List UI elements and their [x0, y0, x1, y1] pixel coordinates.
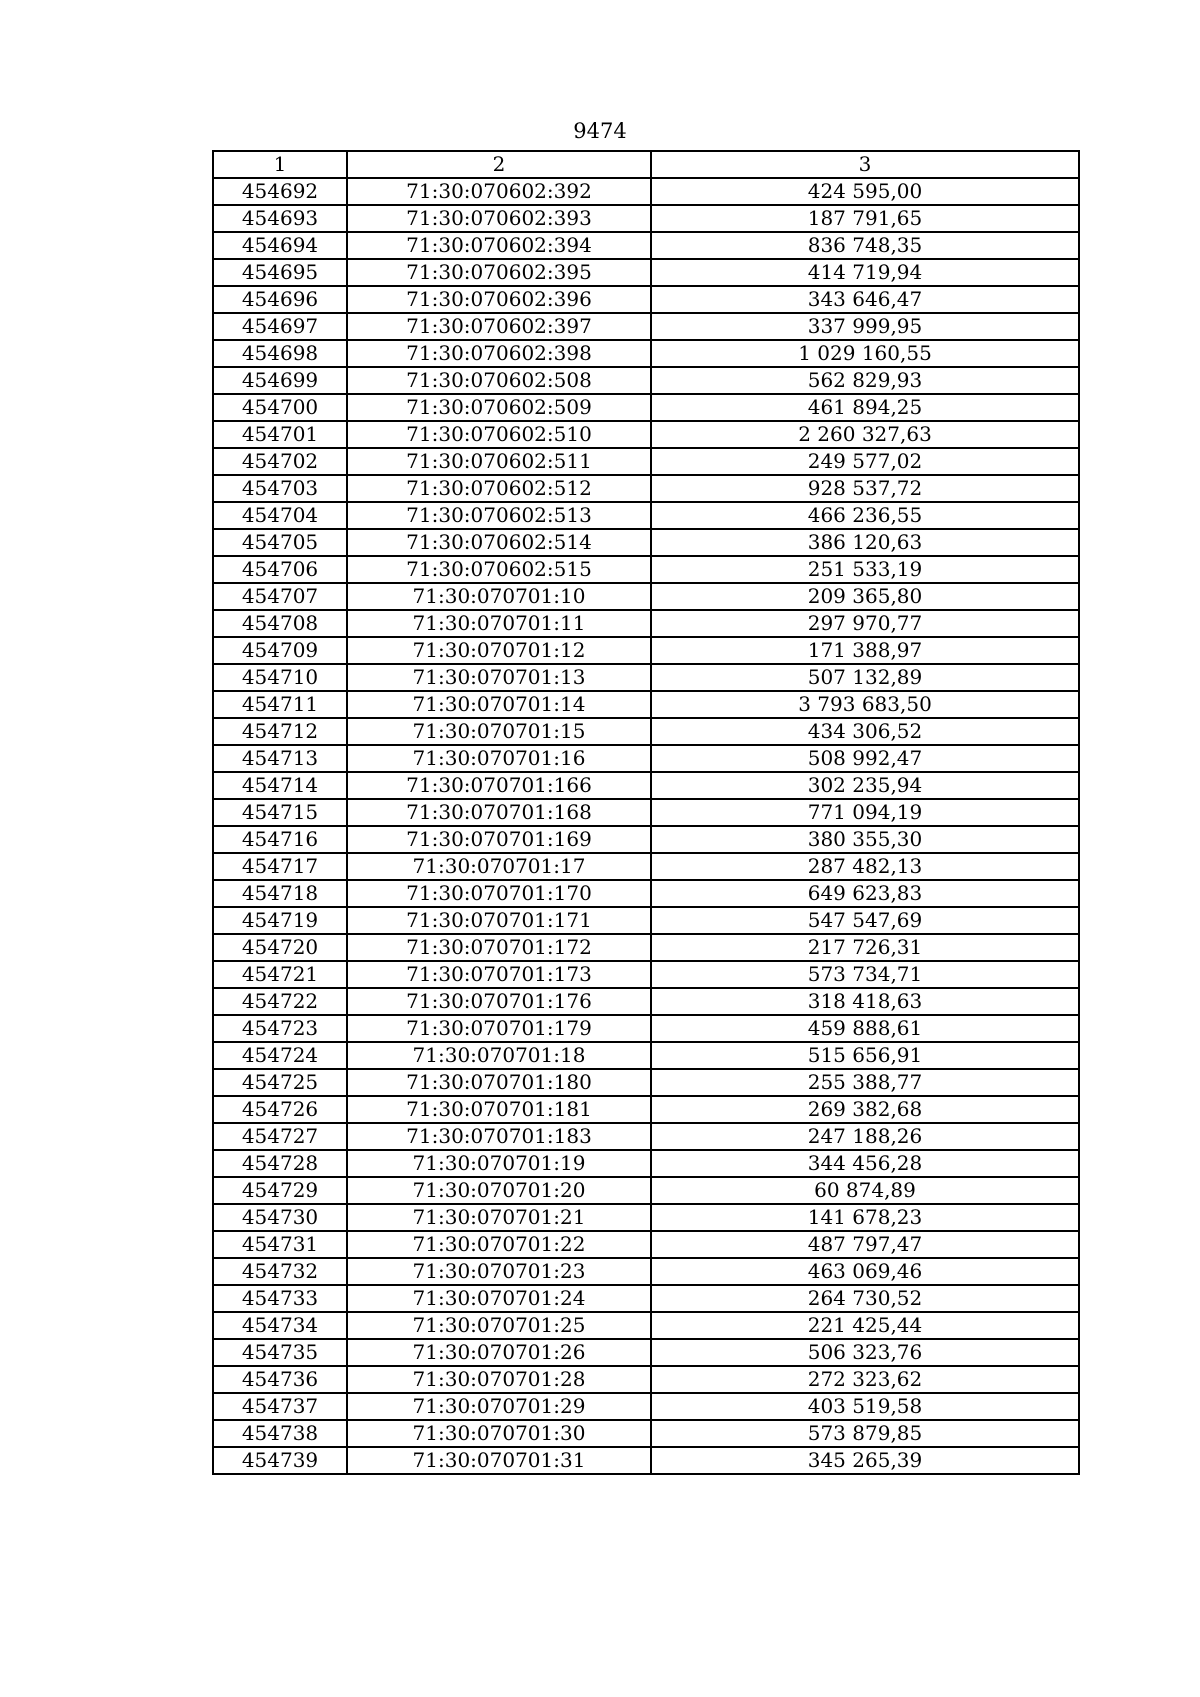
value-cell: 461 894,25: [651, 394, 1079, 421]
row-number-cell: 454698: [213, 340, 347, 367]
cadastral-number-cell: 71:30:070701:180: [347, 1069, 651, 1096]
value-cell: 380 355,30: [651, 826, 1079, 853]
row-number-cell: 454739: [213, 1447, 347, 1474]
value-cell: 251 533,19: [651, 556, 1079, 583]
row-number-cell: 454707: [213, 583, 347, 610]
table-row: [213, 1339, 1079, 1366]
table-row: [213, 907, 1079, 934]
value-cell: 3 793 683,50: [651, 691, 1079, 718]
cadastral-number-cell: 71:30:070701:29: [347, 1393, 651, 1420]
value-cell: 562 829,93: [651, 367, 1079, 394]
row-number-cell: 454732: [213, 1258, 347, 1285]
table-row: [213, 448, 1079, 475]
row-number-cell: 454692: [213, 178, 347, 205]
value-cell: 459 888,61: [651, 1015, 1079, 1042]
row-number-cell: 454718: [213, 880, 347, 907]
table-row: [213, 1123, 1079, 1150]
cadastral-number-cell: 71:30:070701:14: [347, 691, 651, 718]
table-row: [213, 988, 1079, 1015]
value-cell: 515 656,91: [651, 1042, 1079, 1069]
table-row: [213, 1447, 1079, 1474]
table-row: [213, 1069, 1079, 1096]
cadastral-number-cell: 71:30:070602:508: [347, 367, 651, 394]
value-cell: 573 734,71: [651, 961, 1079, 988]
table-body: [213, 178, 1079, 1474]
row-number-cell: 454737: [213, 1393, 347, 1420]
table-row: [213, 421, 1079, 448]
table-row: [213, 1258, 1079, 1285]
value-cell: 272 323,62: [651, 1366, 1079, 1393]
row-number-cell: 454719: [213, 907, 347, 934]
table-row: [213, 1015, 1079, 1042]
row-number-cell: 454695: [213, 259, 347, 286]
table-row: [213, 961, 1079, 988]
table-row: [213, 1150, 1079, 1177]
value-cell: 60 874,89: [651, 1177, 1079, 1204]
registry-table: [212, 150, 1080, 1475]
row-number-cell: 454706: [213, 556, 347, 583]
row-number-cell: 454714: [213, 772, 347, 799]
table-row: [213, 610, 1079, 637]
cadastral-number-cell: 71:30:070701:172: [347, 934, 651, 961]
value-cell: 573 879,85: [651, 1420, 1079, 1447]
cadastral-number-cell: 71:30:070701:170: [347, 880, 651, 907]
cadastral-number-cell: 71:30:070701:28: [347, 1366, 651, 1393]
table-row: [213, 340, 1079, 367]
row-number-cell: 454716: [213, 826, 347, 853]
cadastral-number-cell: 71:30:070602:396: [347, 286, 651, 313]
header-cell-1: 1: [213, 151, 347, 178]
row-number-cell: 454704: [213, 502, 347, 529]
cadastral-number-cell: 71:30:070602:515: [347, 556, 651, 583]
value-cell: 141 678,23: [651, 1204, 1079, 1231]
header-cell-2: 2: [347, 151, 651, 178]
cadastral-number-cell: 71:30:070701:171: [347, 907, 651, 934]
cadastral-number-cell: 71:30:070602:511: [347, 448, 651, 475]
table-row: [213, 1312, 1079, 1339]
value-cell: 344 456,28: [651, 1150, 1079, 1177]
page-number: 9474: [573, 119, 627, 143]
row-number-cell: 454700: [213, 394, 347, 421]
value-cell: 836 748,35: [651, 232, 1079, 259]
header-cell-3: 3: [651, 151, 1079, 178]
row-number-cell: 454696: [213, 286, 347, 313]
row-number-cell: 454721: [213, 961, 347, 988]
row-number-cell: 454730: [213, 1204, 347, 1231]
row-number-cell: 454724: [213, 1042, 347, 1069]
row-number-cell: 454722: [213, 988, 347, 1015]
cadastral-number-cell: 71:30:070701:20: [347, 1177, 651, 1204]
cadastral-number-cell: 71:30:070602:513: [347, 502, 651, 529]
table-row: [213, 1204, 1079, 1231]
table-row: [213, 1366, 1079, 1393]
value-cell: 771 094,19: [651, 799, 1079, 826]
table-row: [213, 556, 1079, 583]
value-cell: 209 365,80: [651, 583, 1079, 610]
table-row: [213, 394, 1079, 421]
row-number-cell: 454708: [213, 610, 347, 637]
cadastral-number-cell: 71:30:070701:179: [347, 1015, 651, 1042]
value-cell: 928 537,72: [651, 475, 1079, 502]
table-row: [213, 1231, 1079, 1258]
value-cell: 345 265,39: [651, 1447, 1079, 1474]
value-cell: 247 188,26: [651, 1123, 1079, 1150]
table-row: [213, 853, 1079, 880]
value-cell: 337 999,95: [651, 313, 1079, 340]
row-number-cell: 454728: [213, 1150, 347, 1177]
row-number-cell: 454694: [213, 232, 347, 259]
table-row: [213, 1393, 1079, 1420]
row-number-cell: 454735: [213, 1339, 347, 1366]
table-row: [213, 745, 1079, 772]
row-number-cell: 454711: [213, 691, 347, 718]
row-number-cell: 454726: [213, 1096, 347, 1123]
cadastral-number-cell: 71:30:070701:22: [347, 1231, 651, 1258]
row-number-cell: 454715: [213, 799, 347, 826]
row-number-cell: 454731: [213, 1231, 347, 1258]
table-row: [213, 1177, 1079, 1204]
value-cell: 264 730,52: [651, 1285, 1079, 1312]
value-cell: 255 388,77: [651, 1069, 1079, 1096]
cadastral-number-cell: 71:30:070602:510: [347, 421, 651, 448]
cadastral-number-cell: 71:30:070701:168: [347, 799, 651, 826]
cadastral-number-cell: 71:30:070701:11: [347, 610, 651, 637]
cadastral-number-cell: 71:30:070701:13: [347, 664, 651, 691]
table-row: [213, 529, 1079, 556]
row-number-cell: 454727: [213, 1123, 347, 1150]
table-row: [213, 637, 1079, 664]
row-number-cell: 454705: [213, 529, 347, 556]
cadastral-number-cell: 71:30:070701:173: [347, 961, 651, 988]
cadastral-number-cell: 71:30:070701:16: [347, 745, 651, 772]
value-cell: 386 120,63: [651, 529, 1079, 556]
value-cell: 649 623,83: [651, 880, 1079, 907]
cadastral-number-cell: 71:30:070701:26: [347, 1339, 651, 1366]
table-row: [213, 502, 1079, 529]
value-cell: 403 519,58: [651, 1393, 1079, 1420]
cadastral-number-cell: 71:30:070701:15: [347, 718, 651, 745]
row-number-cell: 454703: [213, 475, 347, 502]
table-row: [213, 286, 1079, 313]
table-row: [213, 1420, 1079, 1447]
cadastral-number-cell: 71:30:070701:24: [347, 1285, 651, 1312]
cadastral-number-cell: 71:30:070701:23: [347, 1258, 651, 1285]
table-row: [213, 1096, 1079, 1123]
value-cell: 434 306,52: [651, 718, 1079, 745]
cadastral-number-cell: 71:30:070701:183: [347, 1123, 651, 1150]
row-number-cell: 454697: [213, 313, 347, 340]
row-number-cell: 454699: [213, 367, 347, 394]
value-cell: 187 791,65: [651, 205, 1079, 232]
value-cell: 217 726,31: [651, 934, 1079, 961]
table-row: [213, 880, 1079, 907]
table-row: [213, 664, 1079, 691]
cadastral-number-cell: 71:30:070602:394: [347, 232, 651, 259]
cadastral-number-cell: 71:30:070701:12: [347, 637, 651, 664]
value-cell: 302 235,94: [651, 772, 1079, 799]
cadastral-number-cell: 71:30:070701:176: [347, 988, 651, 1015]
cadastral-number-cell: 71:30:070602:512: [347, 475, 651, 502]
value-cell: 487 797,47: [651, 1231, 1079, 1258]
row-number-cell: 454725: [213, 1069, 347, 1096]
header-row: [213, 151, 1079, 178]
table-row: [213, 1285, 1079, 1312]
cadastral-number-cell: 71:30:070701:18: [347, 1042, 651, 1069]
value-cell: 171 388,97: [651, 637, 1079, 664]
cadastral-number-cell: 71:30:070701:31: [347, 1447, 651, 1474]
table-row: [213, 934, 1079, 961]
row-number-cell: 454733: [213, 1285, 347, 1312]
row-number-cell: 454734: [213, 1312, 347, 1339]
table-row: [213, 583, 1079, 610]
value-cell: 2 260 327,63: [651, 421, 1079, 448]
value-cell: 221 425,44: [651, 1312, 1079, 1339]
table-row: [213, 772, 1079, 799]
cadastral-number-cell: 71:30:070602:393: [347, 205, 651, 232]
cadastral-number-cell: 71:30:070701:169: [347, 826, 651, 853]
cadastral-number-cell: 71:30:070701:17: [347, 853, 651, 880]
cadastral-number-cell: 71:30:070701:30: [347, 1420, 651, 1447]
cadastral-number-cell: 71:30:070701:181: [347, 1096, 651, 1123]
cadastral-number-cell: 71:30:070701:166: [347, 772, 651, 799]
row-number-cell: 454738: [213, 1420, 347, 1447]
value-cell: 466 236,55: [651, 502, 1079, 529]
cadastral-number-cell: 71:30:070701:21: [347, 1204, 651, 1231]
value-cell: 318 418,63: [651, 988, 1079, 1015]
table-row: [213, 313, 1079, 340]
cadastral-number-cell: 71:30:070701:25: [347, 1312, 651, 1339]
table-row: [213, 232, 1079, 259]
row-number-cell: 454723: [213, 1015, 347, 1042]
table-row: [213, 367, 1079, 394]
row-number-cell: 454693: [213, 205, 347, 232]
cadastral-number-cell: 71:30:070602:398: [347, 340, 651, 367]
table-row: [213, 259, 1079, 286]
row-number-cell: 454713: [213, 745, 347, 772]
row-number-cell: 454720: [213, 934, 347, 961]
value-cell: 424 595,00: [651, 178, 1079, 205]
value-cell: 547 547,69: [651, 907, 1079, 934]
value-cell: 1 029 160,55: [651, 340, 1079, 367]
table-row: [213, 475, 1079, 502]
value-cell: 508 992,47: [651, 745, 1079, 772]
table-row: [213, 1042, 1079, 1069]
row-number-cell: 454712: [213, 718, 347, 745]
value-cell: 297 970,77: [651, 610, 1079, 637]
value-cell: 287 482,13: [651, 853, 1079, 880]
table-row: [213, 691, 1079, 718]
cadastral-number-cell: 71:30:070701:10: [347, 583, 651, 610]
row-number-cell: 454710: [213, 664, 347, 691]
table-row: [213, 178, 1079, 205]
value-cell: 249 577,02: [651, 448, 1079, 475]
value-cell: 507 132,89: [651, 664, 1079, 691]
table-row: [213, 718, 1079, 745]
value-cell: 463 069,46: [651, 1258, 1079, 1285]
row-number-cell: 454717: [213, 853, 347, 880]
cadastral-number-cell: 71:30:070602:514: [347, 529, 651, 556]
cadastral-number-cell: 71:30:070602:397: [347, 313, 651, 340]
row-number-cell: 454729: [213, 1177, 347, 1204]
value-cell: 506 323,76: [651, 1339, 1079, 1366]
value-cell: 343 646,47: [651, 286, 1079, 313]
cadastral-number-cell: 71:30:070602:509: [347, 394, 651, 421]
value-cell: 414 719,94: [651, 259, 1079, 286]
row-number-cell: 454701: [213, 421, 347, 448]
row-number-cell: 454702: [213, 448, 347, 475]
cadastral-number-cell: 71:30:070701:19: [347, 1150, 651, 1177]
cadastral-number-cell: 71:30:070602:392: [347, 178, 651, 205]
value-cell: 269 382,68: [651, 1096, 1079, 1123]
cadastral-number-cell: 71:30:070602:395: [347, 259, 651, 286]
row-number-cell: 454709: [213, 637, 347, 664]
table-row: [213, 799, 1079, 826]
table-row: [213, 205, 1079, 232]
table-row: [213, 826, 1079, 853]
row-number-cell: 454736: [213, 1366, 347, 1393]
